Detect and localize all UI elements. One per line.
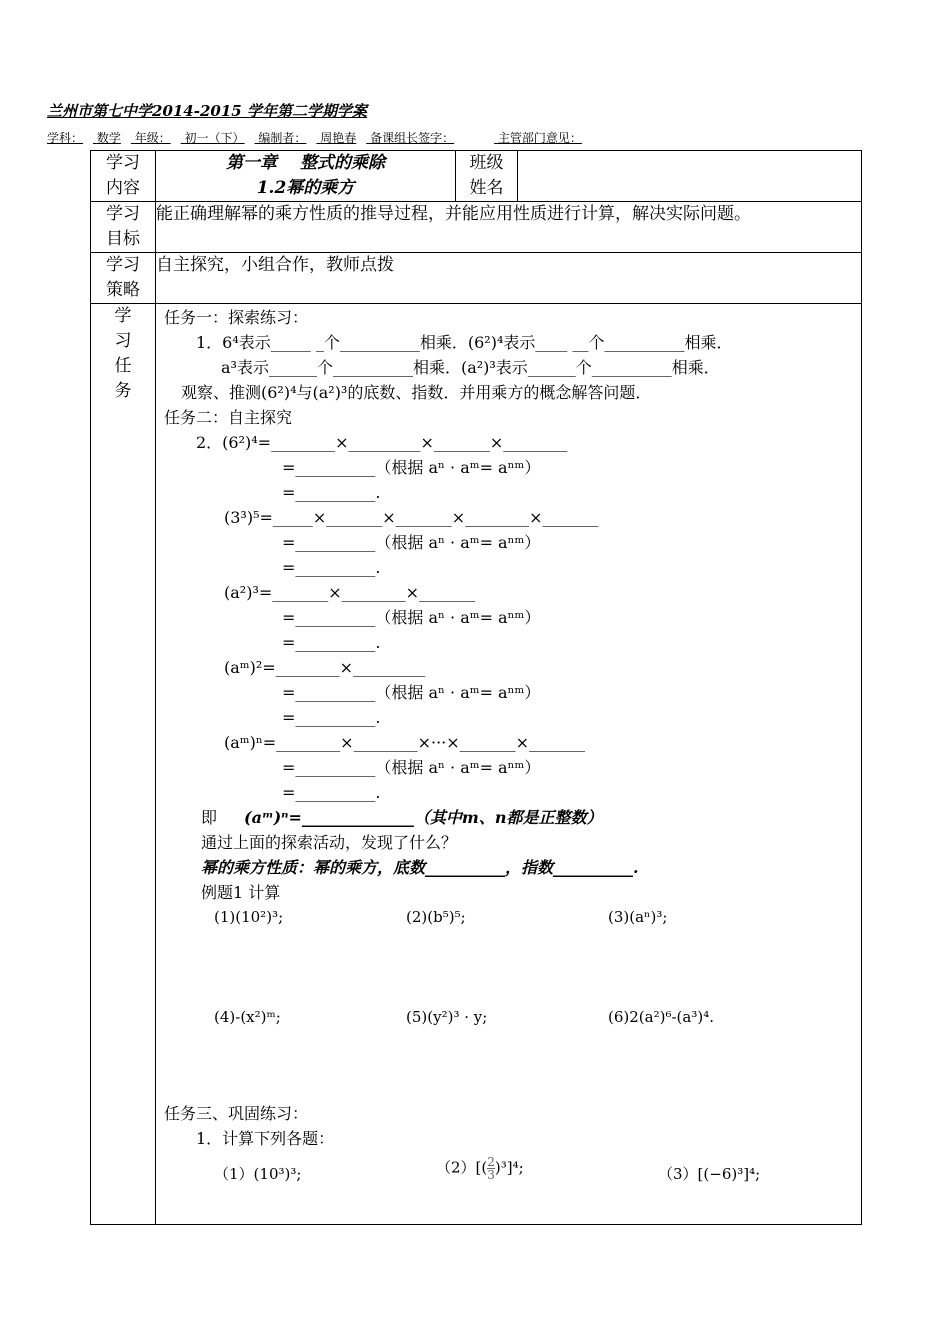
lesson-table bbox=[90, 150, 862, 1225]
expansion-2: (3³)⁵=_____×_______×_______×________×_______ bbox=[224, 508, 599, 527]
strategy-text: 自主探究，小组合作，教师点拨 bbox=[156, 253, 862, 304]
dept-label: 主管部门意见： bbox=[497, 131, 582, 145]
fraction-two-thirds: $\frac{2}{3}$ bbox=[487, 1155, 495, 1182]
power-rule: (aᵐ)ⁿ=______________（其中m、n都是正整数） bbox=[244, 808, 603, 827]
practice-3: （3）[(−6)³]⁴; bbox=[658, 1165, 761, 1183]
example-6: (6)2(a²)⁶-(a³)⁴. bbox=[608, 1008, 714, 1026]
task-area bbox=[156, 304, 862, 1225]
expansion-3-rule: =__________（根据 aⁿ · aᵐ= aⁿᵐ） bbox=[282, 608, 541, 627]
editor-label: 编制者： bbox=[258, 131, 307, 145]
expansion-5-rule: =__________（根据 aⁿ · aᵐ= aⁿᵐ） bbox=[282, 758, 541, 777]
group-leader-label: 备课组长签字： bbox=[370, 131, 455, 145]
ji-label: 即 bbox=[201, 808, 218, 827]
task3-question: 1．计算下列各题： bbox=[196, 1129, 335, 1148]
chapter-title: 第一章 整式的乘除 bbox=[226, 153, 385, 173]
expansion-5-result: =__________. bbox=[282, 783, 381, 802]
practice-2: （2）[( $\frac{2}{3}$ )³]⁴; bbox=[436, 1155, 524, 1182]
subject-value: 数学 bbox=[96, 131, 121, 145]
class-name-field[interactable] bbox=[518, 151, 862, 202]
expansion-1: 2．(6²)⁴=________×_________×_______×________ bbox=[196, 433, 568, 452]
task1-line-3: 观察、推测(6²)⁴与(a²)³的底数、指数．并用乘方的概念解答问题． bbox=[181, 383, 652, 402]
editor-value: 周艳春 bbox=[320, 131, 357, 145]
power-property: 幂的乘方性质：幂的乘方，底数__________，指数__________. bbox=[201, 858, 639, 877]
example-5: (5)(y²)³ · y; bbox=[406, 1008, 488, 1026]
header-info-line bbox=[47, 129, 592, 146]
content-label: 学习 内容 bbox=[91, 151, 156, 202]
expansion-4-result: =__________. bbox=[282, 708, 381, 727]
class-name-label: 班级 姓名 bbox=[456, 151, 518, 202]
expansion-1-result: =__________. bbox=[282, 483, 381, 502]
grade-label: 年级： bbox=[134, 131, 171, 145]
goal-label: 学习 目标 bbox=[91, 202, 156, 253]
example-title: 例题1 计算 bbox=[201, 883, 281, 902]
task-label: 学 习 任 务 bbox=[91, 304, 156, 1225]
expansion-2-result: =__________. bbox=[282, 558, 381, 577]
expansion-5: (aᵐ)ⁿ=________×________×···×_______×_______ bbox=[224, 733, 586, 752]
expansion-2-rule: =__________（根据 aⁿ · aᵐ= aⁿᵐ） bbox=[282, 533, 541, 552]
task2-title: 任务二：自主探究 bbox=[164, 408, 293, 427]
page-header-title: 兰州市第七中学2014-2015 学年第二学期学案 bbox=[47, 102, 367, 120]
lesson-title bbox=[156, 151, 456, 202]
task1-line-2: a³表示______个__________相乘．(a²)³表示______个__________相乘． bbox=[221, 358, 720, 377]
goal-text: 能正确理解幂的乘方性质的推导过程，并能应用性质进行计算，解决实际问题。 bbox=[156, 202, 862, 253]
discovery-question: 通过上面的探索活动，发现了什么？ bbox=[201, 833, 458, 852]
strategy-label: 学习 策略 bbox=[91, 253, 156, 304]
expansion-4-rule: =__________（根据 aⁿ · aᵐ= aⁿᵐ） bbox=[282, 683, 541, 702]
expansion-4: (aᵐ)²=________×_________ bbox=[224, 658, 426, 677]
section-title: 1.2幂的乘方 bbox=[256, 178, 355, 198]
task3-title: 任务三、巩固练习： bbox=[164, 1104, 309, 1123]
task1-title: 任务一：探索练习： bbox=[164, 308, 309, 327]
expansion-1-rule: =__________（根据 aⁿ · aᵐ= aⁿᵐ） bbox=[282, 458, 541, 477]
expansion-3-result: =__________. bbox=[282, 633, 381, 652]
example-1: (1)(10²)³; bbox=[214, 908, 284, 926]
grade-value: 初一（下） bbox=[184, 131, 245, 145]
task1-line-1: 1．6⁴表示_____ _个__________相乘．(6²)⁴表示____ __个__________相乘． bbox=[196, 333, 733, 352]
subject-label: 学科： bbox=[47, 131, 84, 145]
practice-1: （1）(10³)³; bbox=[214, 1165, 302, 1183]
example-4: (4)-(x²)ᵐ; bbox=[214, 1008, 281, 1026]
expansion-3: (a²)³=_______×________×_______ bbox=[224, 583, 476, 602]
example-3: (3)(aⁿ)³; bbox=[608, 908, 668, 926]
example-2: (2)(b⁵)⁵; bbox=[406, 908, 466, 926]
